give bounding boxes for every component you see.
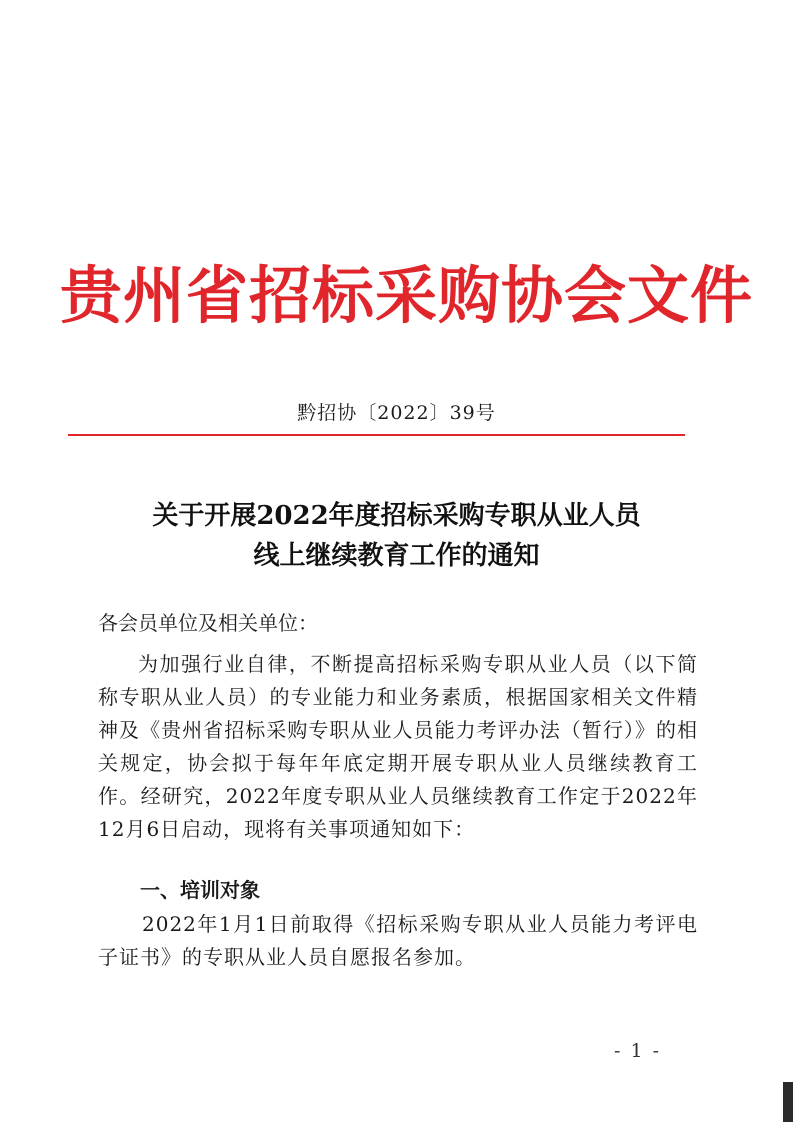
salutation: 各会员单位及相关单位： bbox=[98, 611, 318, 635]
organization-header-title: 贵州省招标采购协会文件 bbox=[60, 259, 754, 332]
notice-title-line-1: 关于开展2022年度招标采购专职从业人员 bbox=[152, 501, 641, 531]
body-paragraph-2: 2022年1月1日前取得《招标采购专职从业人员能力考评电子证书》的专职从业人员自愿报名参加。 bbox=[98, 912, 698, 969]
section-heading-training-targets: 一、培训对象 bbox=[140, 878, 260, 902]
notice-title bbox=[60, 496, 733, 576]
body-paragraph-1: 为加强行业自律，不断提高招标采购专职从业人员（以下简称专职从业人员）的专业能力和业务素质，根据国家相关文件精神及《贵州省招标采购专职从业人员能力考评办法（暂行）》的相关规定，协会拟于每年年底定期开展专职从业人员继续教育工作。经研究，2022年度专职从业人员继续教育工作定于2022年12月6日启动，现将有关事项通知如下： bbox=[98, 652, 698, 841]
scan-edge-artifact bbox=[783, 1082, 793, 1122]
red-divider-line bbox=[68, 434, 685, 436]
document-number: 黔招协〔2022〕39号 bbox=[297, 402, 496, 424]
notice-title-line-2: 线上继续教育工作的通知 bbox=[253, 541, 540, 571]
page-number: - 1 - bbox=[614, 1040, 662, 1062]
